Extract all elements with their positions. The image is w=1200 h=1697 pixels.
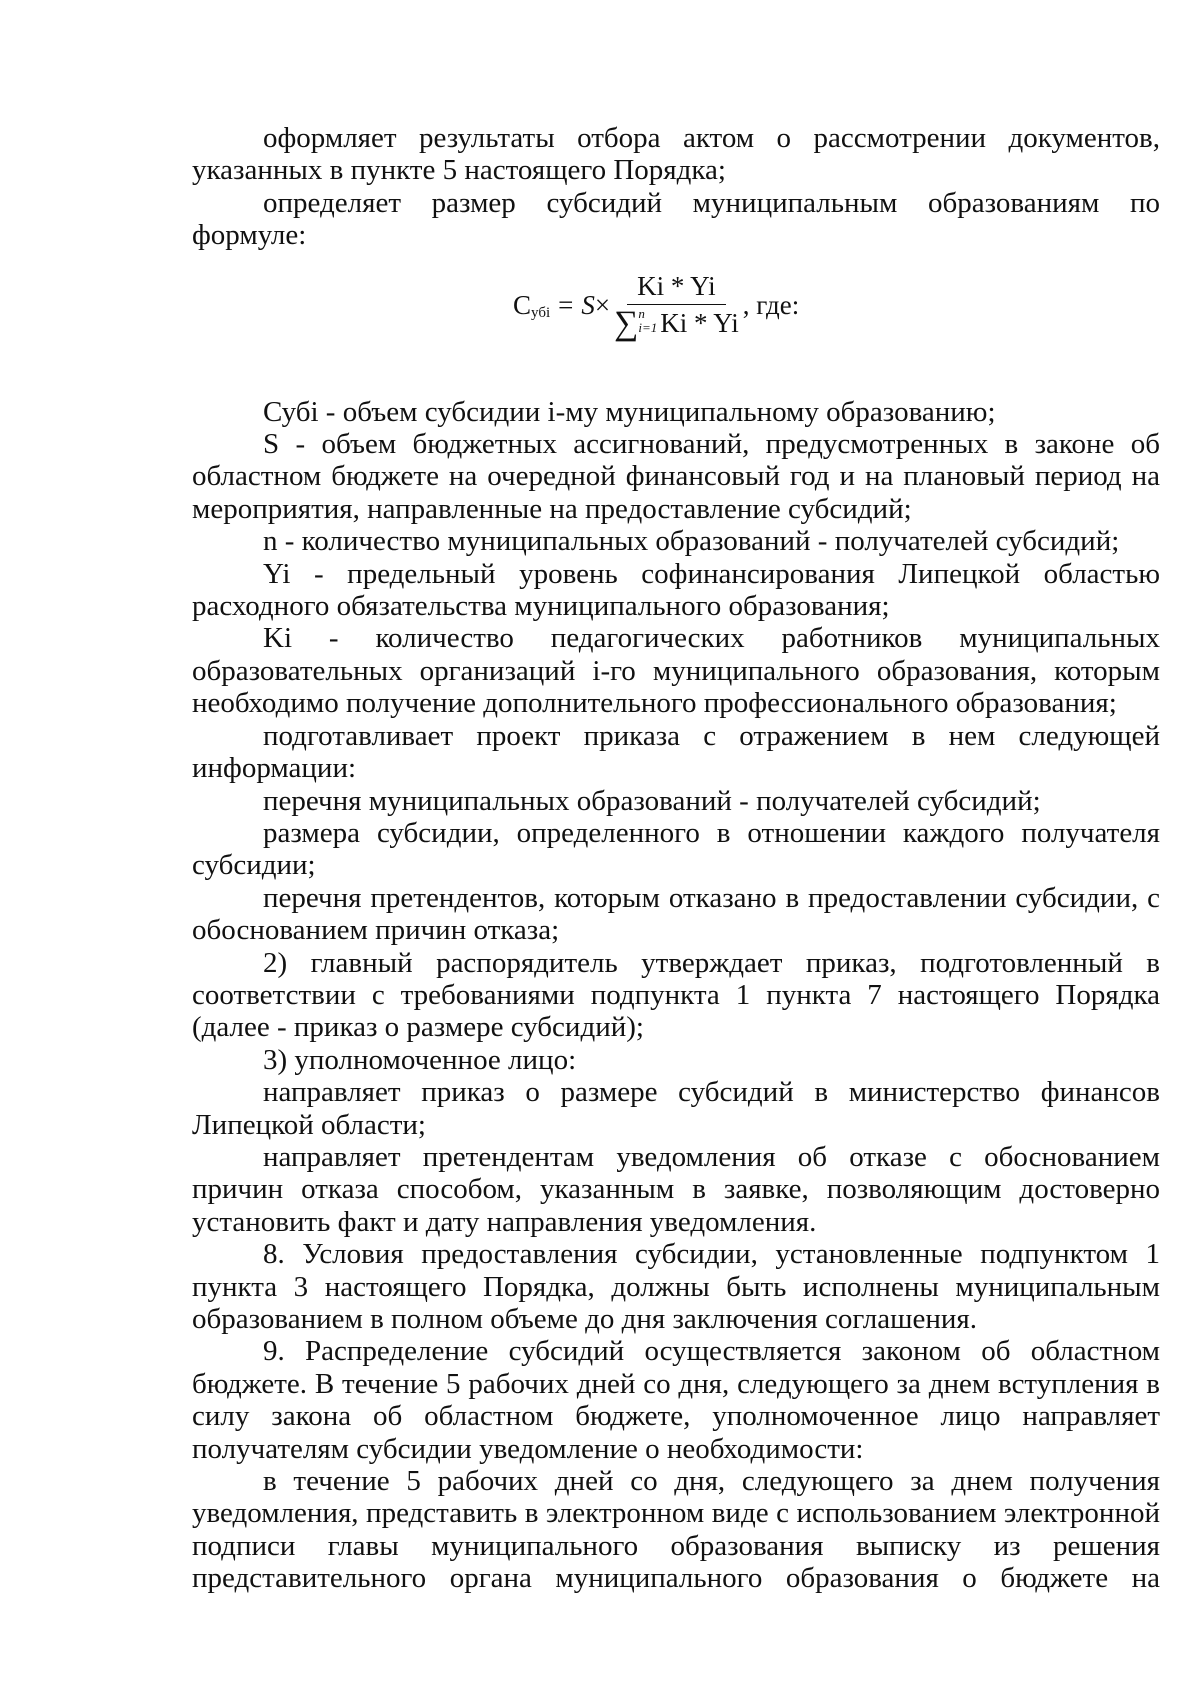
formula-fraction [614,270,739,341]
paragraph: 9. Распределение субсидий осуществляется законом об областном бюджете. В течение 5 рабочих дней со дня, следующего за днем вступления в силу закона об областном бюджете, уполномоченное лицо направляет получателям субсидии уведомление о необходимости: [192,1335,1160,1465]
formula-times: × [594,290,611,321]
formula-sigma-top: n [638,306,645,322]
paragraph: определяет размер субсидий муниципальным образованиям по формуле: [192,186,1160,252]
paragraph: Yi - предельный уровень софинансирования Липецкой областью расходного обязательства муниципального образования; [192,557,1160,623]
paragraph: Субi - объем субсидии i-му муниципальному образованию; [263,395,996,428]
paragraph: S - объем бюджетных ассигнований, предусмотренных в законе об областном бюджете на очередной финансовый год и на плановый период на мероприятия, направленные на предоставление субсидий; [192,428,1160,525]
formula-denominator-group [614,305,739,341]
formula-block [192,252,1160,396]
paragraph: в течение 5 рабочих дней со дня, следующего за днем получения уведомления, представить в электронном виде с использованием электронной подписи главы муниципального образования выписку из решения представительного органа муниципального образования о бюджете на [192,1465,1160,1595]
paragraph: направляет претендентам уведомления об отказе с обоснованием причин отказа способом, указанным в заявке, позволяющим достоверно установить факт и дату направления уведомления. [192,1140,1160,1238]
formula-tail: , где: [742,290,800,321]
paragraph: перечня претендентов, которым отказано в предоставлении субсидии, с обоснованием причин отказа; [192,881,1160,947]
paragraph: 8. Условия предоставления субсидии, установленные подпунктом 1 пункта 3 настоящего Порядка, должны быть исполнены муниципальным образованием в полном объеме до дня заключения соглашения. [192,1238,1160,1335]
paragraph: перечня муниципальных образований - получателей субсидий; [263,784,1041,817]
formula-sigma-bottom: i=1 [638,320,658,336]
formula-numerator: Ki * Yi [627,270,726,305]
paragraph: 2) главный распорядитель утверждает приказ, подготовленный в соответствии с требованиями подпункта 1 пункта 7 настоящего Порядка (далее - приказ о размере субсидий); [192,946,1160,1044]
document-page [192,122,1160,1595]
formula-sigma-limits [638,307,657,335]
paragraph: оформляет результаты отбора актом о рассмотрении документов, указанных в пункте 5 настоящего Порядка; [192,122,1160,187]
formula-s: S [581,290,595,321]
formula-lhs: С [513,290,532,321]
formula-sigma: ∑ [614,305,639,343]
paragraph: 3) уполномоченное лицо: [263,1043,577,1076]
formula-equals: = [558,290,574,321]
paragraph: направляет приказ о размере субсидий в министерство финансов Липецкой области; [192,1076,1160,1141]
paragraph: Ki - количество педагогических работников муниципальных образовательных организаций i-го муниципального образования, которым необходимо получение дополнительного профессионального образования; [192,622,1160,720]
paragraph: n - количество муниципальных образований - получателей субсидий; [263,525,1120,558]
paragraph: размера субсидии, определенного в отношении каждого получателя субсидии; [192,816,1160,882]
paragraph: подготавливает проект приказа с отражением в нем следующей информации: [192,719,1160,785]
formula-denominator: Ki * Yi [660,308,739,339]
subsidy-formula [513,270,799,341]
formula-lhs-subscript: убi [531,305,551,322]
